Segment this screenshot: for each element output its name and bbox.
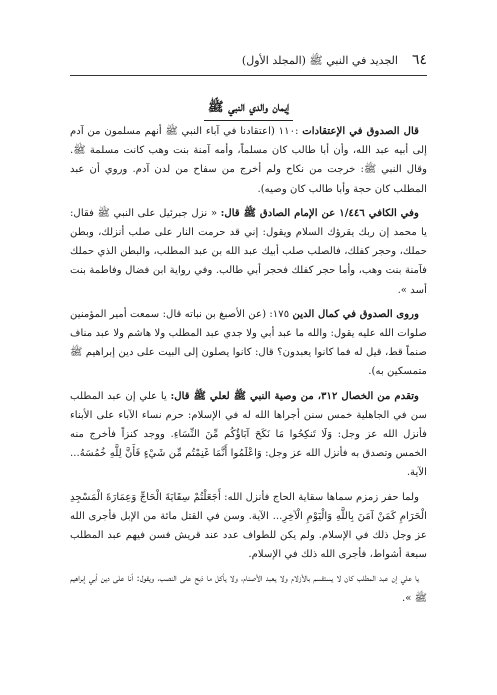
paragraph-lead: وروى الصدوق في كمال الدين [292,307,419,320]
section-title-text: إيمان والدي النبي ﷺ [204,99,293,121]
page-number: ٦٤ [411,52,427,68]
paragraph-5 [70,488,427,565]
paragraph-text: :١١٠ (اعتقادنا في آباء النبي ﷺ أنهم مسلمون من آدم إلى أبيه عبد الله، وأن أبا طالب كان مسلماً، وأمه آمنة بنت وهب كانت مسلمة ﷺ. وقال النبي ﷺ: خرجت من نكاح ولم أخرج من سفاح من لدن آدم. وروي أن عبد المطلب كان حجة وأبا طالب كان وصيه). [70,126,427,195]
paragraph-text: ١٧٥: (عن الأصبغ بن نباته قال: سمعت أمير المؤمنين صلوات الله عليه يقول: والله ما عبد أبي ولا جدي عبد المطلب ولا هاشم ولا عبد مناف صنماً قط، قيل له فما كانوا يعبدون؟ قال: كانوا يصلون إلى البيت على دين إبراهيم ﷺ متمسكين به). [70,308,427,378]
paragraph-text: يا علي إن عبد المطلب سن في الجاهلية خمس سنن أجراها الله له في الإسلام: حرم نساء الآباء على الأبناء فأنزل الله عز وجل: وَلَا تَنكِحُوا مَا نَكَحَ آبَاؤُكُم مِّنَ النِّسَاءِ. ووجد كنزاً فأخرج منه الخمس وتصدق به فأنزل الله عز وجل: وَاعْلَمُوا أَنَّمَا غَنِمْتُم مِّن شَيْءٍ فَأَنَّ لِلَّهِ خُمُسَهُ... الآية. [70,390,427,479]
page-header [70,52,427,72]
body-text [70,122,427,613]
paragraph-1 [70,122,427,199]
paragraph-text: « نزل جبرئيل على النبي ﷺ فقال: يا محمد إن ربك يقرؤك السلام ويقول: إني قد حرمت النار على صلب أنزلك، وبطن حملك، وحجر كفلك، فالصلب صلب أبيك عبد الله بن عبد المطلب، والبطن الذي حملك فآمنة بنت وهب، وأما حجر كفلك فحجر أبي طالب. وفي رواية ابن فضال وفاطمة بنت أسد ». [70,207,427,296]
header-rule [70,75,427,76]
paragraph-text: ولما حفر زمزم سماها سقاية الحاج فأنزل الله: أَجَعَلْتُمْ سِقَايَةَ الْحَاجِّ وَعِمَارَةَ الْمَسْجِدِ الْحَرَامِ كَمَنْ آمَنَ بِاللَّهِ وَالْيَوْمِ الْآخِرِ... الآية. وسن في القتل مائة من الإبل فأجرى الله عز وجل ذلك في الإسلام. ولم يكن للطواف عدد عند قريش فسن فيهم عبد المطلب سبعة أشواط، فأجرى الله ذلك في الإسلام. [70,491,427,561]
paragraph-lead: وفي الكافي ١/٤٤٦ عن الإمام الصادق ﷺ قال: [220,206,419,219]
paragraph-6 [70,569,427,607]
paragraph-text: يا علي إن عبد المطلب كان لا يستقسم بالأزلام ولا يعبد الأصنام، ولا يأكل ما ذبح على النصب، ويقول: أنا على دين أبي إبراهيم ﷺ ». [70,573,427,604]
running-title: الجديد في النبي ﷺ (المجلد الأول) [241,54,398,67]
section-title [0,96,497,121]
paragraph-2 [70,204,427,300]
paragraph-4 [70,387,427,483]
paragraph-lead: وتقدم من الخصال ٣١٢، من وصية النبي ﷺ لعلي ﷺ قال: [170,389,419,402]
paragraph-lead: قال الصدوق في الإعتقادات [302,125,420,137]
paragraph-3 [70,305,427,382]
